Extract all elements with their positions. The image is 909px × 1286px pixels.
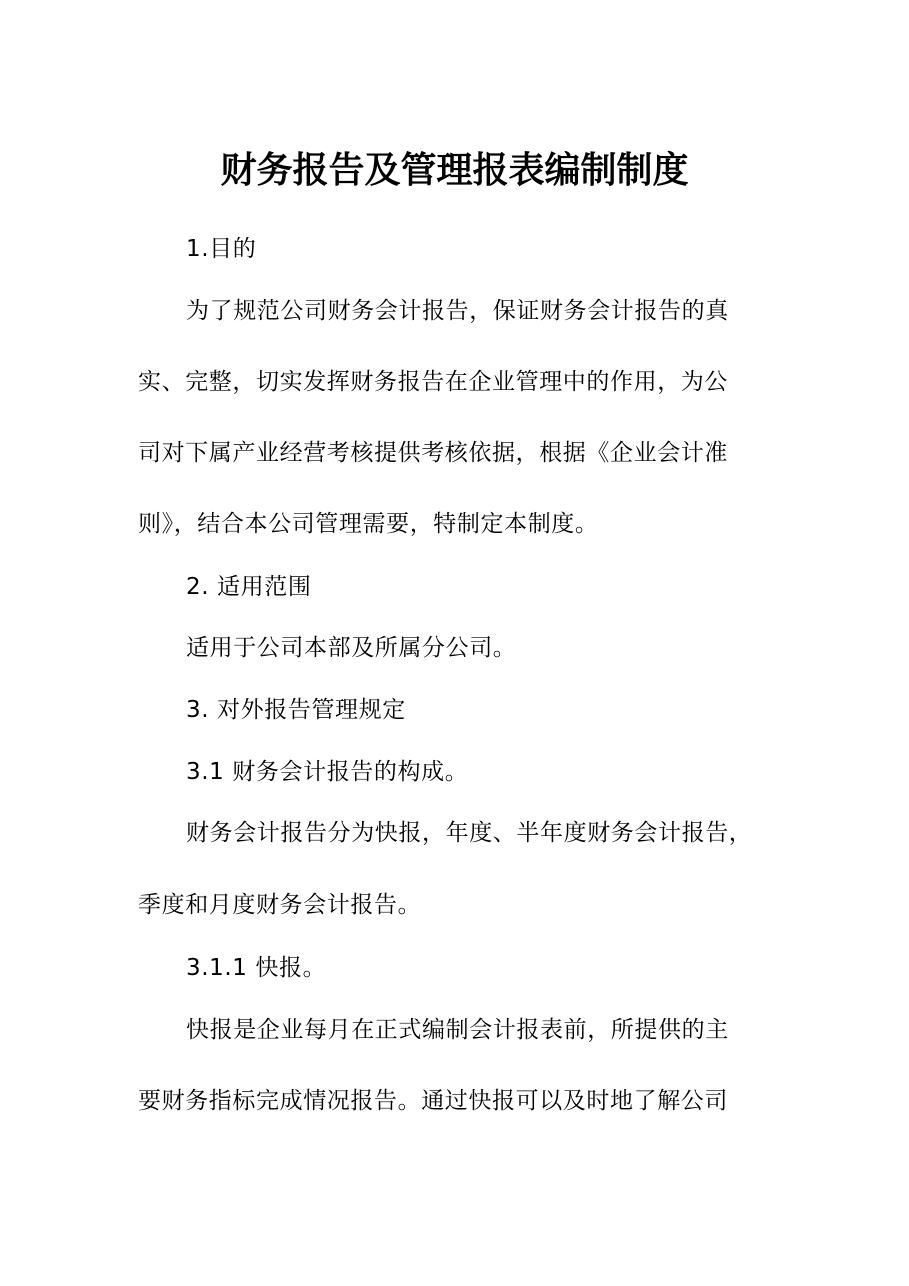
section-heading-scope: 2. 适用范围 (186, 574, 312, 600)
paragraph-line: 快报是企业每月在正式编制会计报表前，所提供的主 (186, 1017, 729, 1043)
subsection-heading: 3.1.1 快报。 (186, 955, 327, 981)
paragraph-line: 季度和月度财务会计报告。 (138, 892, 422, 918)
paragraph-line: 财务会计报告分为快报，年度、半年度财务会计报告， (186, 820, 753, 846)
paragraph-line: 司对下属产业经营考核提供考核依据，根据《企业会计准 (138, 440, 728, 466)
paragraph-line: 则》，结合本公司管理需要，特制定本制度。 (138, 511, 599, 537)
paragraph-line: 要财务指标完成情况报告。通过快报可以及时地了解公司 (138, 1088, 728, 1114)
section-heading-external-reporting: 3. 对外报告管理规定 (186, 697, 406, 723)
paragraph-line: 实、完整，切实发挥财务报告在企业管理中的作用，为公 (138, 369, 728, 395)
section-heading-purpose: 1.目的 (186, 236, 257, 262)
subsection-heading: 3.1 财务会计报告的构成。 (186, 759, 469, 785)
paragraph-line: 适用于公司本部及所属分公司。 (186, 635, 517, 661)
document-title: 财务报告及管理报表编制制度 (220, 150, 689, 191)
paragraph-line: 为了规范公司财务会计报告，保证财务会计报告的真 (186, 298, 729, 324)
